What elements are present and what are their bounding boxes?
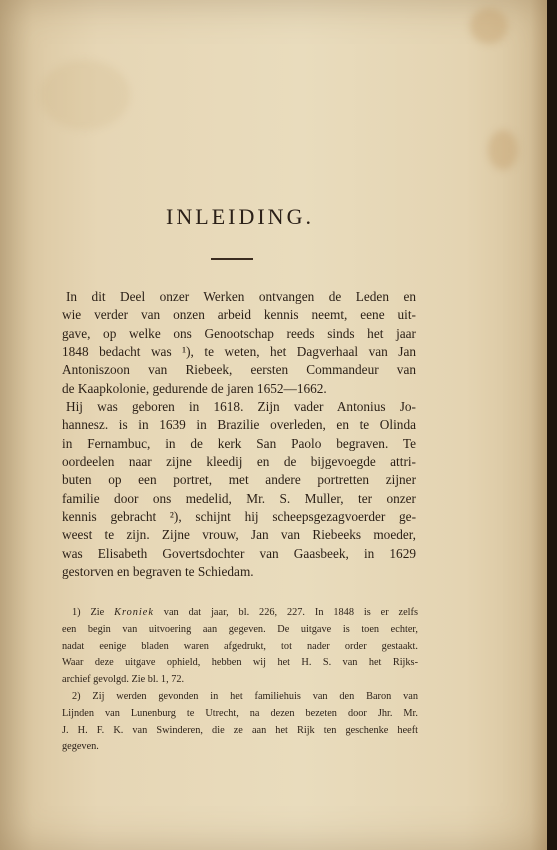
footnotes [62,605,418,756]
paper-stain [488,130,518,170]
body-line: Antoniszoon van Riebeek, eersten Commandeur van [62,362,416,378]
footnote-1-line: Waar deze uitgave ophield, hebben wij het H. S. van het Rijks- [62,657,418,669]
footnote-1-line: 1) Zie Kroniek van dat jaar, bl. 226, 227. In 1848 is er zelfs [72,607,418,618]
paper-stain [40,60,130,130]
footnote-2-line: J. H. F. K. van Swinderen, die ze aan het Rijk ten geschenke heeft [62,724,418,736]
body-line: wie verder van onzen arbeid kennis neemt, eene uit- [62,307,416,323]
footnote-1-line: archief gevolgd. Zie bl. 1, 72. [62,674,185,686]
kroniek-title: Kroniek [114,607,154,618]
title-divider [211,258,253,260]
body-line: Hij was geboren in 1618. Zijn vader Antonius Jo- [66,399,416,415]
body-line: familie door ons medelid, Mr. S. Muller, ter onzer [62,490,416,506]
page-edge [547,0,557,850]
footnote-1-line: een begin van uitvoering aan gegeven. De uitgave is toen echter, [62,623,418,635]
body-text [62,288,416,582]
body-line: oordeelen naar zijne kleedij en de bijgevoegde attri- [62,454,416,470]
body-line: hannesz. is in 1639 in Brazilie overleden, en te Olinda [62,417,416,433]
body-line: gave, op welke ons Genootschap reeds sinds het jaar [62,325,416,341]
footnote-2-line: gegeven. [62,741,99,753]
footnote-2-line: Lijnden van Lunenburg te Utrecht, na dezen bezeten door Jhr. Mr. [62,707,418,719]
body-line: kennis gebracht ²), schijnt hij scheepsgezagvoerder ge- [62,509,416,525]
footnote-2-line: 2) Zij werden gevonden in het familiehuis van den Baron van [72,690,418,702]
paper-stain [470,8,508,44]
body-line: 1848 bedacht was ¹), te weten, het Dagverhaal van Jan [62,344,416,360]
footnote-marker: 1) [72,607,81,618]
body-line: gestorven en begraven te Schiedam. [62,564,254,580]
body-line: weest te zijn. Zijne vrouw, Jan van Riebeeks moeder, [62,527,416,543]
footnote-1-line: nadat eenige bladen waren afgedrukt, tot nader order gestaakt. [62,640,418,652]
body-line: de Kaapkolonie, gedurende de jaren 1652—1662. [62,380,327,396]
page-title: INLEIDING. [166,204,314,229]
body-line: was Elisabeth Govertsdochter van Gaasbeek, in 1629 [62,545,416,561]
body-line: in Fernambuc, in de kerk San Paolo begraven. Te [62,435,416,451]
body-line: In dit Deel onzer Werken ontvangen de Leden en [66,289,416,304]
body-line: buten op een portret, met andere portretten zijner [62,472,416,488]
